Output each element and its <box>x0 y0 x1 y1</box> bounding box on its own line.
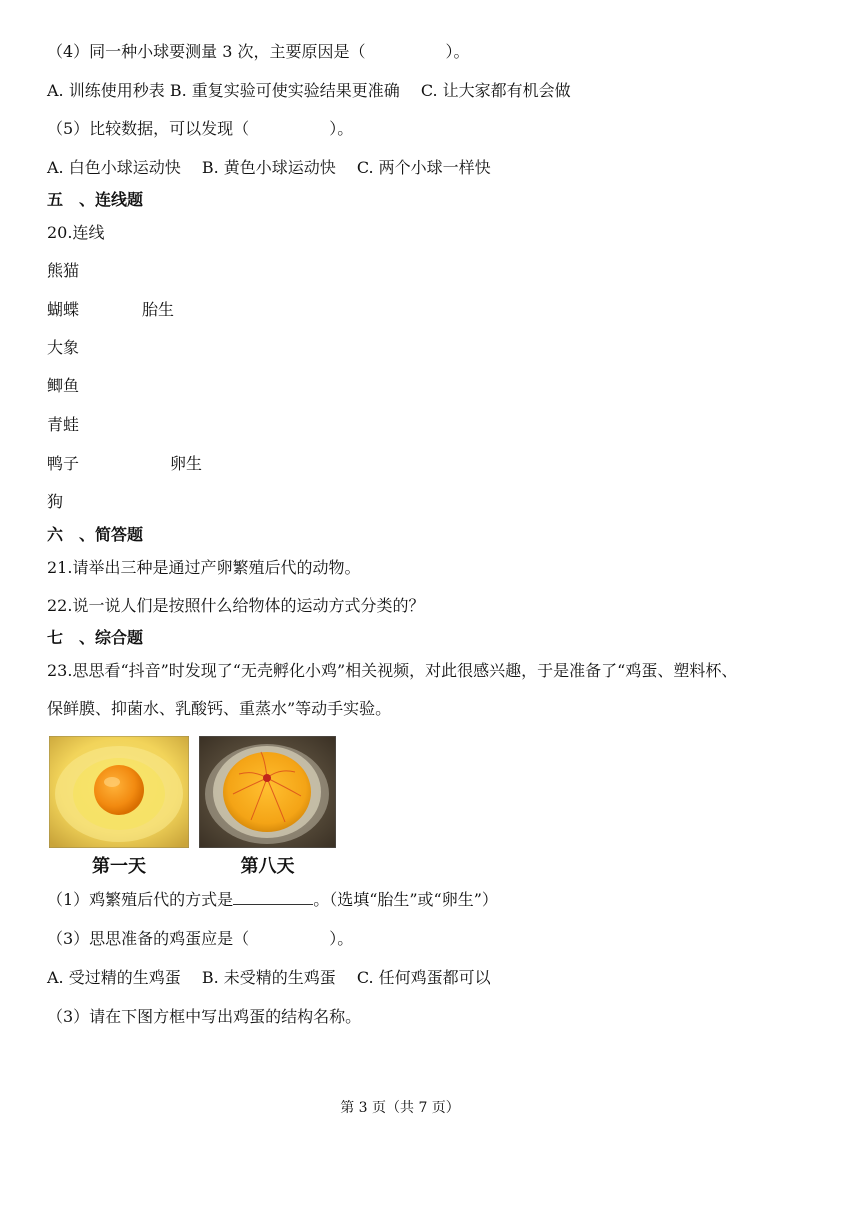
section-six-title: 六 、简答题 <box>47 525 144 544</box>
q23-sub1-hint: 。（选填“胎生”或“卵生”） <box>313 890 498 909</box>
q4-stem-text: （4）同一种小球要测量 3 次，主要原因是（ <box>47 42 366 61</box>
q5-options: A. 白色小球运动快 B. 黄色小球运动快 C. 两个小球一样快 <box>47 158 491 177</box>
animal-elephant: 大象 <box>47 338 80 357</box>
target-oviparous: 卵生 <box>170 454 203 473</box>
photo-caption-day-eight: 第八天 <box>240 856 295 877</box>
q23-line2: 保鲜膜、抑菌水、乳酸钙、重蒸水”等动手实验。 <box>47 699 392 718</box>
q22-text: 22.说一说人们是按照什么给物体的运动方式分类的？ <box>47 596 425 615</box>
photo-caption-day-one: 第一天 <box>92 856 146 877</box>
animal-crucian-carp: 鲫鱼 <box>47 376 80 395</box>
egg-day-eight-image <box>199 736 336 848</box>
q20-title: 20.连线 <box>47 223 105 242</box>
q21-text: 21.请举出三种是通过产卵繁殖后代的动物。 <box>47 558 361 577</box>
q23-line1: 23.思思看“抖音”时发现了“无壳孵化小鸡”相关视频，对此很感兴趣，于是准备了“鸡蛋、塑料杯、 <box>47 661 738 680</box>
q23-sub3b-text: （3）请在下图方框中写出鸡蛋的结构名称。 <box>47 1007 362 1026</box>
q23-sub3-close: ）。 <box>329 929 354 948</box>
answer-blank <box>233 890 313 905</box>
animal-duck: 鸭子 <box>47 454 80 473</box>
q23-sub3 <box>47 929 353 949</box>
target-viviparous: 胎生 <box>142 300 175 319</box>
animal-butterfly: 蝴蝶 <box>47 300 80 319</box>
egg-day-one-image <box>49 736 189 848</box>
q23-sub1-text: （1）鸡繁殖后代的方式是 <box>47 890 234 909</box>
q4-stem <box>47 42 470 62</box>
egg-photo-day-one <box>49 736 189 848</box>
section-five-title: 五 、连线题 <box>47 190 144 209</box>
animal-panda: 熊猫 <box>47 261 80 280</box>
q5-stem <box>47 119 353 139</box>
q23-sub1 <box>47 890 498 910</box>
page-footer: 第 3 页（共 7 页） <box>340 1100 460 1116</box>
q23-sub3-options: A. 受过精的生鸡蛋 B. 未受精的生鸡蛋 C. 任何鸡蛋都可以 <box>47 968 491 987</box>
egg-photo-day-eight <box>199 736 336 848</box>
animal-frog: 青蛙 <box>47 415 80 434</box>
q5-stem-text: （5）比较数据，可以发现（ <box>47 119 250 138</box>
q4-stem-close: ）。 <box>445 42 470 61</box>
q5-stem-close: ）。 <box>329 119 354 138</box>
q4-options: A. 训练使用秒表 B. 重复实验可使实验结果更准确 C. 让大家都有机会做 <box>47 81 571 100</box>
animal-dog: 狗 <box>47 492 64 511</box>
section-seven-title: 七 、综合题 <box>47 628 144 647</box>
q23-sub3-text: （3）思思准备的鸡蛋应是（ <box>47 929 250 948</box>
